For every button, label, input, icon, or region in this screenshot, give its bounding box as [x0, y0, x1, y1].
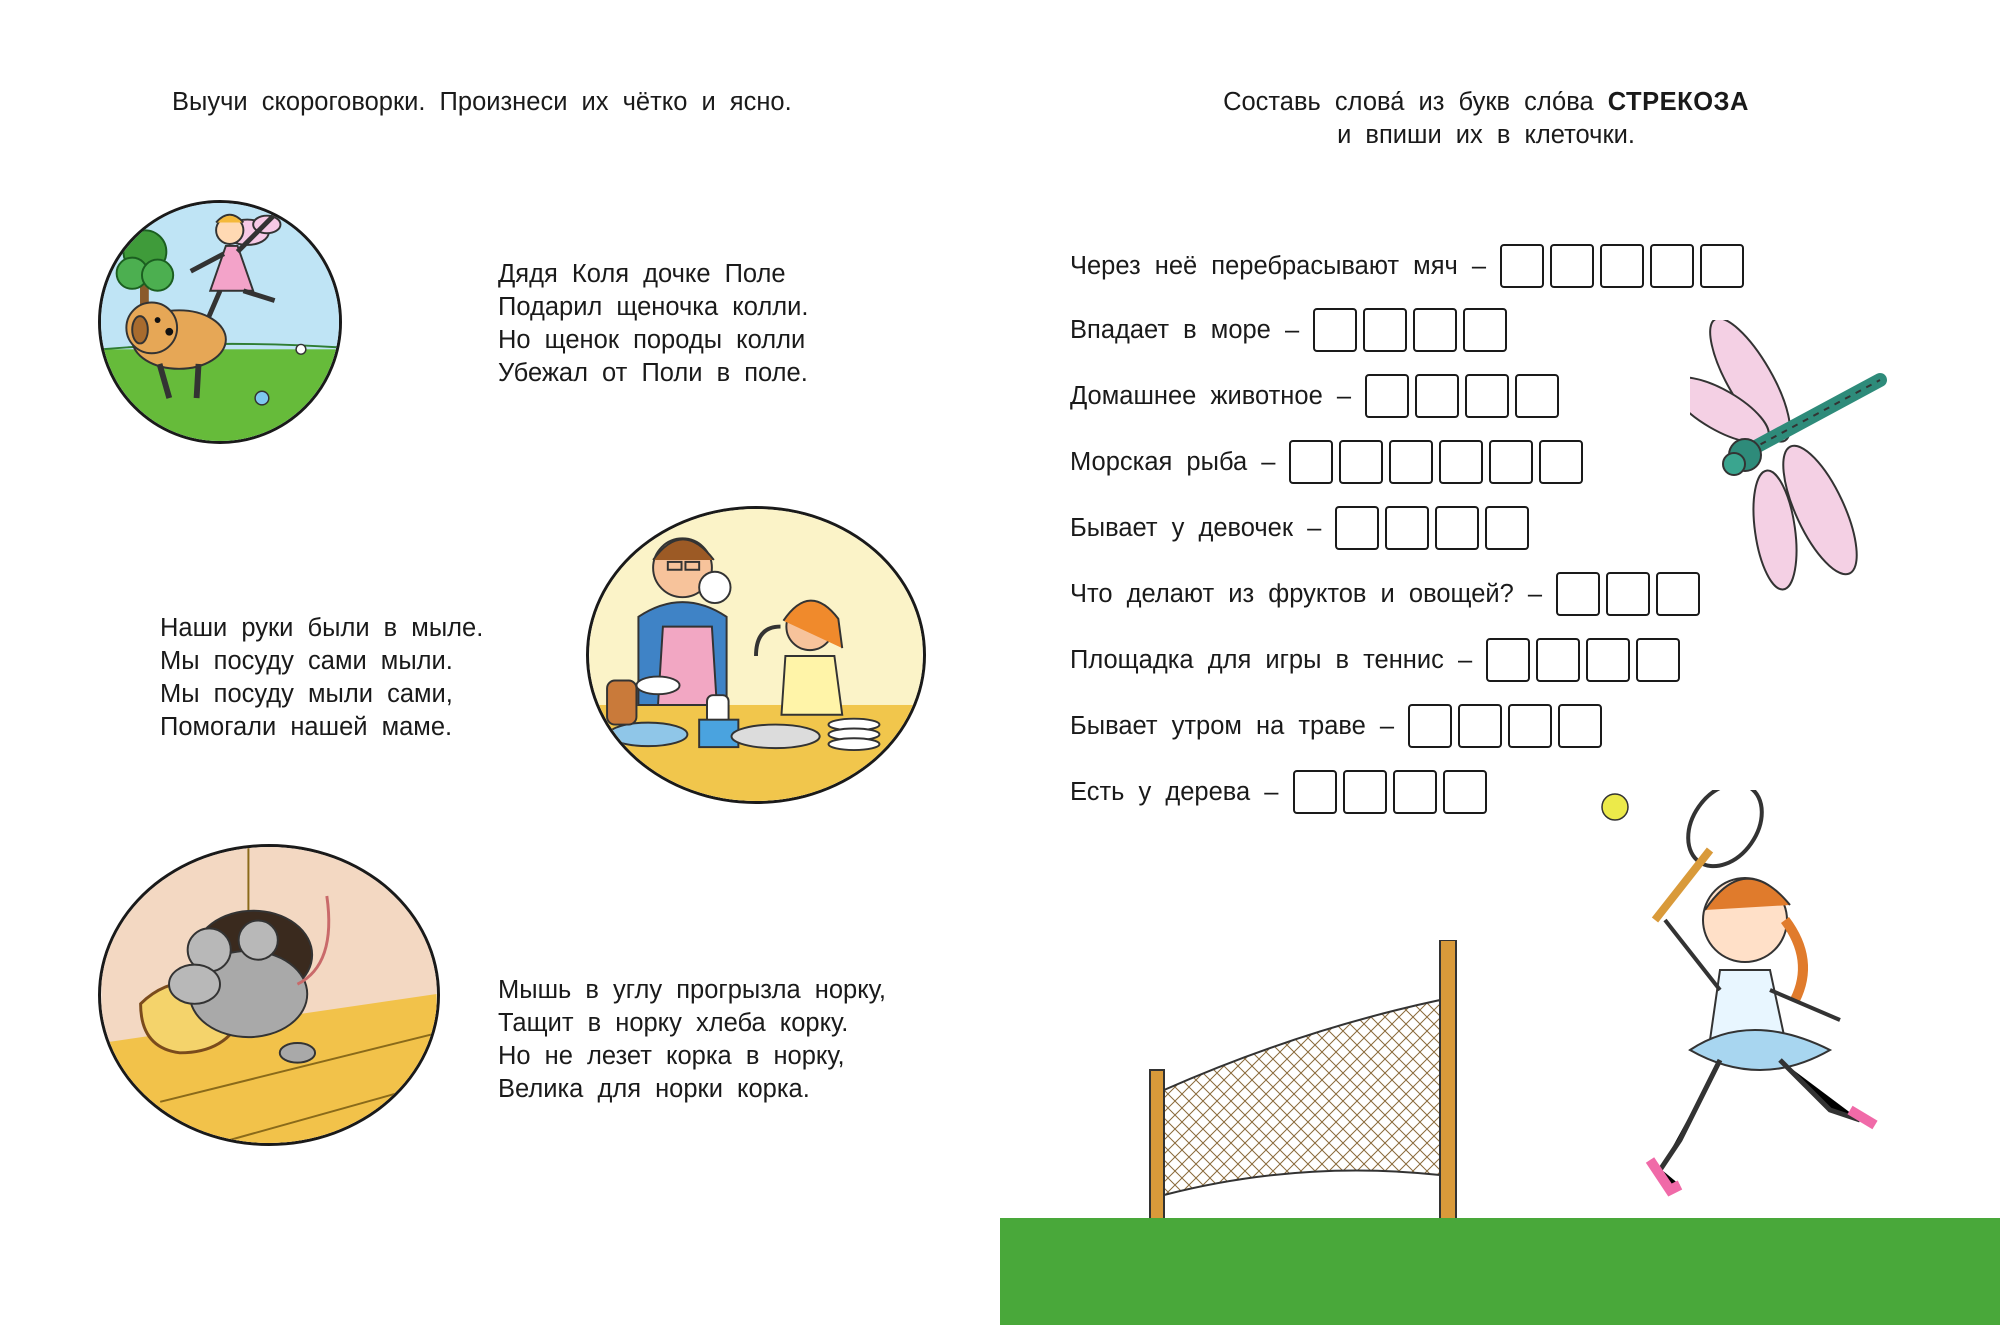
answer-cell[interactable]	[1439, 440, 1483, 484]
answer-cell[interactable]	[1393, 770, 1437, 814]
answer-cell[interactable]	[1586, 638, 1630, 682]
keyword: СТРЕКОЗА	[1607, 88, 1749, 116]
answer-cell[interactable]	[1539, 440, 1583, 484]
poem-line: Наши руки были в мыле.	[160, 614, 484, 642]
answer-cell[interactable]	[1289, 440, 1333, 484]
puzzle-clue: Что делают из фруктов и овощей? –	[1070, 579, 1543, 608]
grass-strip	[1000, 1218, 2000, 1325]
instruction-part1: Составь слова́ из букв сло́ва	[1223, 88, 1594, 116]
answer-cells	[1365, 374, 1565, 418]
answer-cell[interactable]	[1485, 506, 1529, 550]
poem-line: Но щенок породы колли	[498, 326, 806, 354]
answer-cell[interactable]	[1636, 638, 1680, 682]
tennis-net-illustration	[1140, 940, 1480, 1260]
puzzle-clue: Через неё перебрасывают мяч –	[1070, 251, 1487, 280]
puzzle-row-3	[1070, 374, 1565, 418]
answer-cell[interactable]	[1365, 374, 1409, 418]
puzzle-clue: Бывает у девочек –	[1070, 513, 1322, 542]
answer-cell[interactable]	[1556, 572, 1600, 616]
poem-line: Тащит в норку хлеба корку.	[498, 1009, 849, 1037]
puzzle-clue: Площадка для игры в теннис –	[1070, 645, 1473, 674]
answer-cell[interactable]	[1558, 704, 1602, 748]
answer-cell[interactable]	[1385, 506, 1429, 550]
answer-cell[interactable]	[1465, 374, 1509, 418]
puzzle-row-1	[1070, 244, 1750, 288]
poem-line: Убежал от Поли в поле.	[498, 359, 808, 387]
answer-cells	[1335, 506, 1535, 550]
left-instruction: Выучи скороговорки. Произнеси их чётко и ясно.	[172, 88, 792, 116]
answer-cells	[1293, 770, 1493, 814]
answer-cell[interactable]	[1486, 638, 1530, 682]
puzzle-row-8	[1070, 704, 1608, 748]
puzzle-clue: Морская рыба –	[1070, 447, 1276, 476]
puzzle-clue: Домашнее животное –	[1070, 381, 1352, 410]
poem-line: Мышь в углу прогрызла норку,	[498, 976, 886, 1004]
answer-cell[interactable]	[1343, 770, 1387, 814]
answer-cell[interactable]	[1339, 440, 1383, 484]
answer-cell[interactable]	[1413, 308, 1457, 352]
puzzle-row-6	[1070, 572, 1706, 616]
puzzle-row-9	[1070, 770, 1493, 814]
answer-cell[interactable]	[1508, 704, 1552, 748]
puzzle-row-4	[1070, 440, 1589, 484]
instruction-part2: и впиши их в клеточки.	[1337, 121, 1635, 149]
answer-cell[interactable]	[1458, 704, 1502, 748]
puzzle-row-2	[1070, 308, 1513, 352]
answer-cell[interactable]	[1363, 308, 1407, 352]
answer-cells	[1408, 704, 1608, 748]
tennis-girl-illustration	[1540, 790, 1890, 1210]
answer-cell[interactable]	[1443, 770, 1487, 814]
answer-cell[interactable]	[1500, 244, 1544, 288]
answer-cell[interactable]	[1489, 440, 1533, 484]
tongue-twister-1	[498, 258, 808, 390]
answer-cell[interactable]	[1389, 440, 1433, 484]
answer-cell[interactable]	[1606, 572, 1650, 616]
girl-and-puppy-illustration	[98, 200, 342, 444]
answer-cell[interactable]	[1415, 374, 1459, 418]
puzzle-clue: Бывает утром на траве –	[1070, 711, 1395, 740]
puzzle-clue: Впадает в море –	[1070, 315, 1300, 344]
answer-cell[interactable]	[1536, 638, 1580, 682]
poem-line: Мы посуду сами мыли.	[160, 647, 453, 675]
poem-line: Но не лезет корка в норку,	[498, 1042, 845, 1070]
poem-line: Велика для норки корка.	[498, 1075, 810, 1103]
answer-cells	[1556, 572, 1706, 616]
puzzle-clue: Есть у дерева –	[1070, 777, 1279, 806]
answer-cell[interactable]	[1435, 506, 1479, 550]
tongue-twister-3	[498, 974, 886, 1106]
dragonfly-illustration	[1690, 320, 1920, 600]
answer-cell[interactable]	[1515, 374, 1559, 418]
right-instruction	[1196, 86, 1776, 152]
poem-line: Дядя Коля дочке Поле	[498, 260, 786, 288]
puzzle-row-7	[1070, 638, 1686, 682]
answer-cells	[1289, 440, 1589, 484]
answer-cell[interactable]	[1650, 244, 1694, 288]
washing-dishes-illustration	[586, 506, 926, 804]
answer-cell[interactable]	[1408, 704, 1452, 748]
answer-cell[interactable]	[1313, 308, 1357, 352]
poem-line: Помогали нашей маме.	[160, 713, 453, 741]
tongue-twister-2	[160, 612, 483, 744]
puzzle-row-5	[1070, 506, 1535, 550]
mouse-with-bread-illustration	[98, 844, 440, 1146]
poem-line: Мы посуду мыли сами,	[160, 680, 453, 708]
answer-cells	[1500, 244, 1750, 288]
answer-cells	[1486, 638, 1686, 682]
answer-cell[interactable]	[1293, 770, 1337, 814]
answer-cell[interactable]	[1335, 506, 1379, 550]
poem-line: Подарил щеночка колли.	[498, 293, 809, 321]
answer-cell[interactable]	[1463, 308, 1507, 352]
answer-cell[interactable]	[1550, 244, 1594, 288]
answer-cell[interactable]	[1600, 244, 1644, 288]
answer-cells	[1313, 308, 1513, 352]
answer-cell[interactable]	[1700, 244, 1744, 288]
